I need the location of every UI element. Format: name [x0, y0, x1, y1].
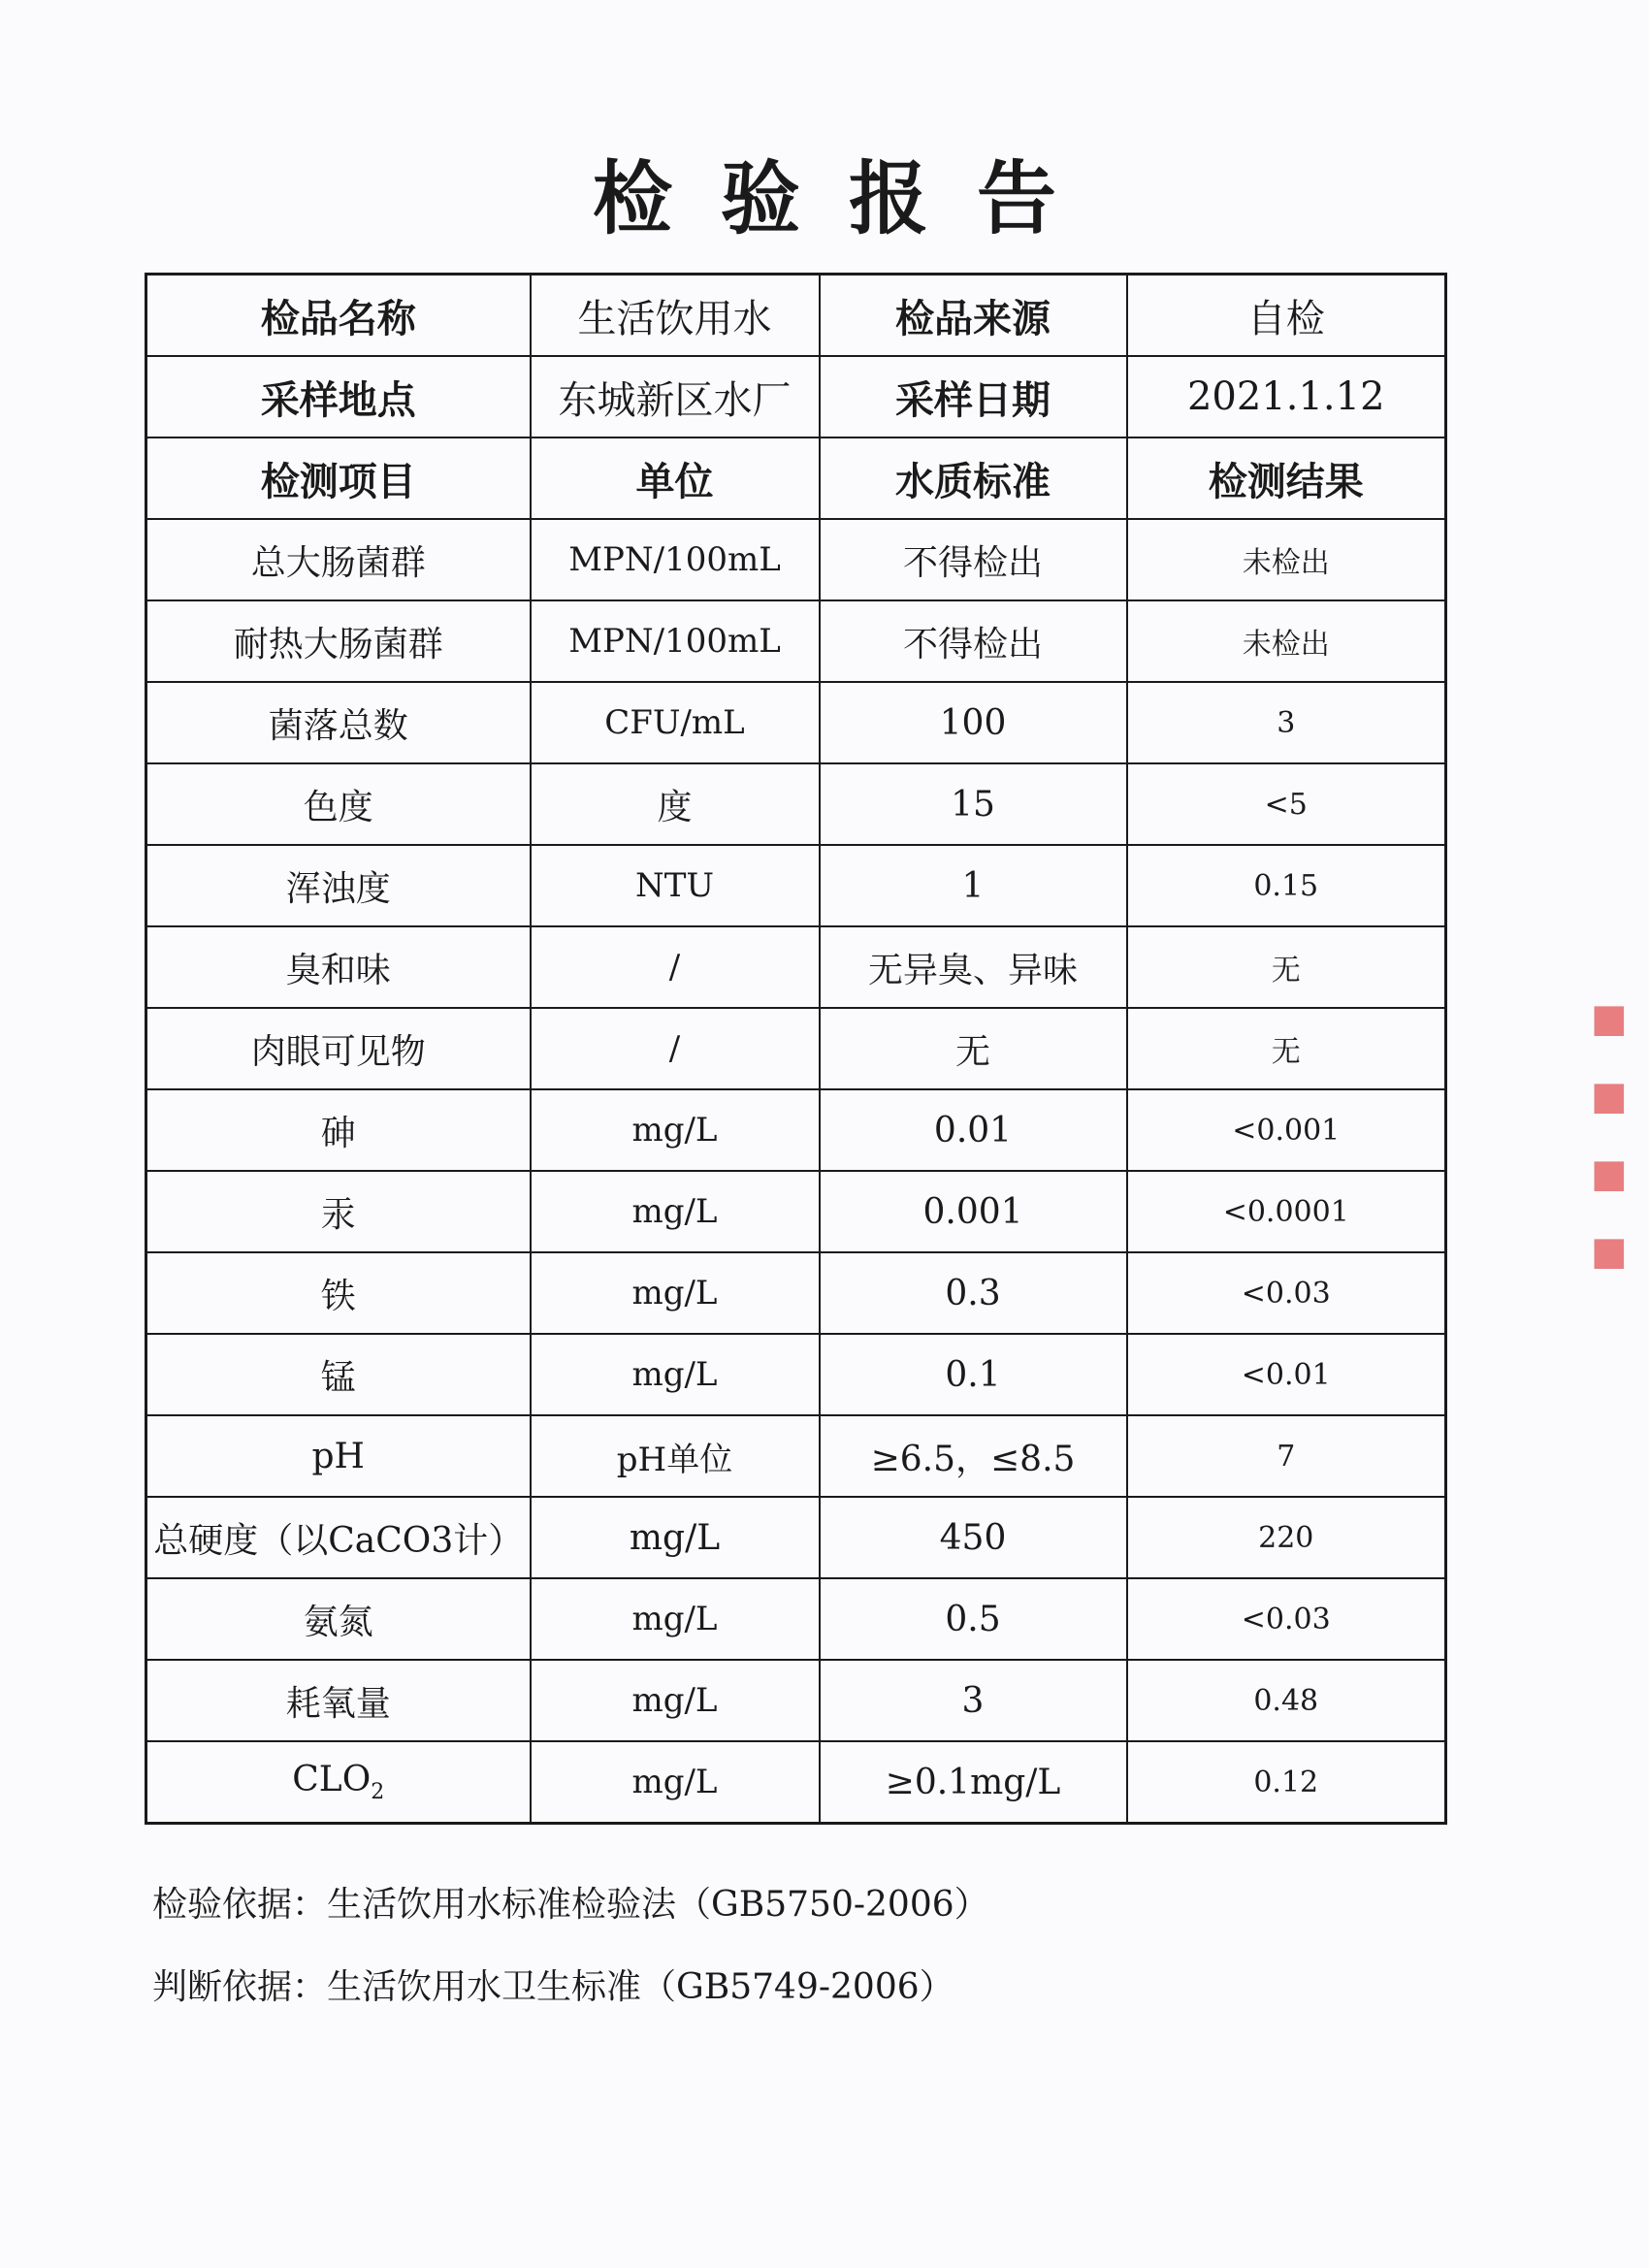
unit-cell: MPN/100mL [531, 519, 820, 600]
result-cell: <5 [1127, 763, 1446, 845]
item-cell: 色度 [146, 763, 531, 845]
standard-cell: 不得检出 [820, 600, 1127, 682]
sample-source-value: 自检 [1127, 275, 1446, 357]
standard-cell: 不得检出 [820, 519, 1127, 600]
unit-cell: mg/L [531, 1171, 820, 1252]
unit-cell: 度 [531, 763, 820, 845]
sampling-date-label: 采样日期 [820, 356, 1127, 437]
item-cell: 总大肠菌群 [146, 519, 531, 600]
unit-cell: NTU [531, 845, 820, 926]
table-header-row [146, 437, 1446, 519]
report-table [145, 273, 1447, 1825]
unit-cell: mg/L [531, 1334, 820, 1415]
table-row [146, 275, 1446, 357]
table-row [146, 1171, 1446, 1252]
item-cell: pH [146, 1415, 531, 1497]
sampling-site-label: 采样地点 [146, 356, 531, 437]
standard-cell: 0.1 [820, 1334, 1127, 1415]
item-cell: 氨氮 [146, 1578, 531, 1660]
red-seal-stamp: ■ ■ ■ ■ [1591, 996, 1628, 1274]
column-header: 水质标准 [820, 437, 1127, 519]
item-cell: 耗氧量 [146, 1660, 531, 1741]
sampling-site-value: 东城新区水厂 [531, 356, 820, 437]
result-cell: 3 [1127, 682, 1446, 763]
standard-cell: 1 [820, 845, 1127, 926]
item-cell: 耐热大肠菌群 [146, 600, 531, 682]
result-cell: 无 [1127, 1008, 1446, 1089]
item-cell [146, 1741, 531, 1824]
unit-cell: mg/L [531, 1252, 820, 1334]
result-cell: <0.001 [1127, 1089, 1446, 1171]
unit-cell: CFU/mL [531, 682, 820, 763]
item-cell: 锰 [146, 1334, 531, 1415]
table-row [146, 356, 1446, 437]
table-row [146, 600, 1446, 682]
table-row [146, 1089, 1446, 1171]
result-cell: 7 [1127, 1415, 1446, 1497]
clo2-subscript: 2 [371, 1780, 385, 1805]
standard-cell: 0.01 [820, 1089, 1127, 1171]
standard-cell: ≥6.5，≤8.5 [820, 1415, 1127, 1497]
table-row [146, 682, 1446, 763]
unit-cell: mg/L [531, 1660, 820, 1741]
result-cell: 0.48 [1127, 1660, 1446, 1741]
table-row [146, 1008, 1446, 1089]
result-cell: 0.12 [1127, 1741, 1446, 1824]
result-cell: <0.01 [1127, 1334, 1446, 1415]
item-cell: 汞 [146, 1171, 531, 1252]
item-cell: 砷 [146, 1089, 531, 1171]
item-cell: 总硬度（以CaCO3计） [146, 1497, 531, 1578]
table-row [146, 1415, 1446, 1497]
table-row [146, 926, 1446, 1008]
standard-cell: 15 [820, 763, 1127, 845]
unit-cell: mg/L [531, 1497, 820, 1578]
table-row [146, 519, 1446, 600]
unit-cell: / [531, 926, 820, 1008]
item-cell: 肉眼可见物 [146, 1008, 531, 1089]
result-cell: 未检出 [1127, 519, 1446, 600]
item-cell: 铁 [146, 1252, 531, 1334]
standard-cell: 无 [820, 1008, 1127, 1089]
judgement-basis-label: 判断依据： [152, 1967, 328, 2007]
table-row [146, 845, 1446, 926]
unit-cell: pH单位 [531, 1415, 820, 1497]
standard-cell: 100 [820, 682, 1127, 763]
column-header: 检测结果 [1127, 437, 1446, 519]
standard-cell: 0.5 [820, 1578, 1127, 1660]
result-cell: <0.0001 [1127, 1171, 1446, 1252]
standard-cell: ≥0.1mg/L [820, 1741, 1127, 1824]
sample-name-label: 检品名称 [146, 275, 531, 357]
sample-source-label: 检品来源 [820, 275, 1127, 357]
test-basis-line [152, 1877, 989, 1927]
unit-cell: / [531, 1008, 820, 1089]
item-cell: 菌落总数 [146, 682, 531, 763]
standard-cell: 0.3 [820, 1252, 1127, 1334]
standard-cell: 3 [820, 1660, 1127, 1741]
result-cell: <0.03 [1127, 1578, 1446, 1660]
standard-cell: 0.001 [820, 1171, 1127, 1252]
test-basis-text: 生活饮用水标准检验法（GB5750-2006） [327, 1885, 989, 1925]
table-row [146, 1578, 1446, 1660]
unit-cell: mg/L [531, 1089, 820, 1171]
result-cell: <0.03 [1127, 1252, 1446, 1334]
column-header: 检测项目 [146, 437, 531, 519]
item-cell: 浑浊度 [146, 845, 531, 926]
column-header: 单位 [531, 437, 820, 519]
result-cell: 220 [1127, 1497, 1446, 1578]
result-cell: 无 [1127, 926, 1446, 1008]
report-title: 检验报告 [592, 153, 1105, 245]
unit-cell: mg/L [531, 1741, 820, 1824]
test-basis-label: 检验依据： [152, 1885, 328, 1925]
item-cell: 臭和味 [146, 926, 531, 1008]
table-row [146, 1252, 1446, 1334]
sample-name-value: 生活饮用水 [531, 275, 820, 357]
judgement-basis-line [152, 1960, 954, 2009]
table-row [146, 1497, 1446, 1578]
clo2-formula: CLO [292, 1759, 372, 1799]
unit-cell: MPN/100mL [531, 600, 820, 682]
standard-cell: 450 [820, 1497, 1127, 1578]
table-row [146, 1741, 1446, 1824]
unit-cell: mg/L [531, 1578, 820, 1660]
table-row [146, 1660, 1446, 1741]
result-cell: 0.15 [1127, 845, 1446, 926]
table-row [146, 763, 1446, 845]
standard-cell: 无异臭、异味 [820, 926, 1127, 1008]
table-row [146, 1334, 1446, 1415]
judgement-basis-text: 生活饮用水卫生标准（GB5749-2006） [327, 1967, 954, 2007]
result-cell: 未检出 [1127, 600, 1446, 682]
sampling-date-value: 2021.1.12 [1127, 356, 1446, 437]
